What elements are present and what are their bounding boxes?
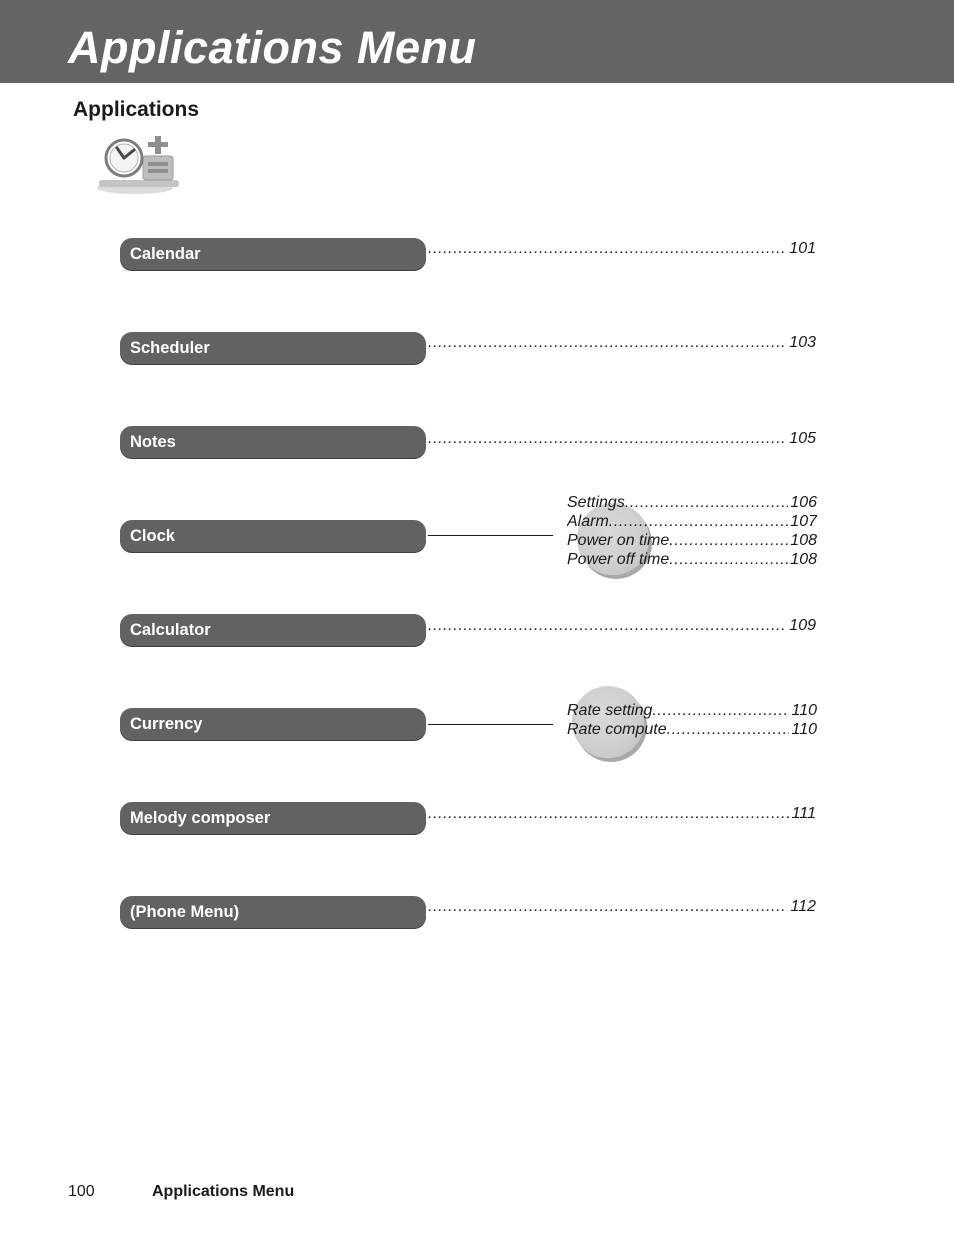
melody-page-number: 111	[791, 805, 816, 822]
footer-page-number: 100	[68, 1183, 95, 1200]
menu-item-melody-composer[interactable]: Melody composer	[120, 802, 426, 834]
menu-item-currency[interactable]: Currency	[120, 708, 426, 740]
dot-leader	[609, 513, 789, 531]
calendar-page-leader	[428, 240, 816, 258]
menu-item-calendar[interactable]: Calendar	[120, 238, 426, 270]
dot-leader	[652, 702, 789, 720]
notes-page-number: 105	[789, 430, 816, 447]
submenu-label: Rate compute	[567, 721, 667, 738]
section-heading: Applications	[73, 98, 200, 121]
submenu-label: Power off time	[567, 551, 670, 568]
submenu-page-number: 107	[790, 513, 817, 530]
scheduler-page-leader	[428, 334, 816, 352]
submenu-label: Rate setting	[567, 702, 653, 719]
footer-title: Applications Menu	[152, 1183, 295, 1200]
submenu-item[interactable]	[567, 493, 817, 512]
menu-item-phone-menu[interactable]: (Phone Menu)	[120, 896, 426, 928]
dot-leader	[428, 617, 786, 635]
dot-leader	[669, 551, 788, 569]
clock-calculator-icon	[95, 136, 183, 198]
clock-connector-line	[428, 535, 553, 536]
dot-leader	[428, 805, 789, 823]
currency-connector-line	[428, 724, 553, 725]
submenu-page-number: 110	[791, 721, 817, 738]
dot-leader	[428, 898, 787, 916]
calendar-page-number: 101	[789, 240, 816, 257]
menu-item-calculator[interactable]: Calculator	[120, 614, 426, 646]
notes-page-leader	[428, 430, 816, 448]
phone-menu-page-leader	[428, 898, 816, 916]
submenu-item[interactable]	[567, 531, 817, 550]
dot-leader	[428, 334, 786, 352]
menu-item-clock[interactable]: Clock	[120, 520, 426, 552]
dot-leader	[667, 721, 790, 739]
dot-leader	[625, 494, 788, 512]
submenu-label: Alarm	[567, 513, 609, 530]
melody-page-leader	[428, 805, 816, 823]
dot-leader	[669, 532, 788, 550]
calculator-page-number: 109	[789, 617, 816, 634]
scheduler-page-number: 103	[789, 334, 816, 351]
submenu-label: Settings	[567, 494, 625, 511]
phone-menu-page-number: 112	[790, 898, 816, 915]
currency-submenu	[567, 701, 817, 739]
menu-item-notes[interactable]: Notes	[120, 426, 426, 458]
menu-item-scheduler[interactable]: Scheduler	[120, 332, 426, 364]
submenu-item[interactable]	[567, 701, 817, 720]
dot-leader	[428, 240, 786, 258]
submenu-page-number: 108	[790, 551, 817, 568]
submenu-item[interactable]	[567, 720, 817, 739]
submenu-item[interactable]	[567, 550, 817, 569]
calculator-page-leader	[428, 617, 816, 635]
clock-submenu	[567, 493, 817, 569]
submenu-label: Power on time	[567, 532, 670, 549]
submenu-item[interactable]	[567, 512, 817, 531]
header-bar	[0, 0, 954, 83]
submenu-page-number: 106	[790, 494, 817, 511]
dot-leader	[428, 430, 786, 448]
submenu-page-number: 110	[791, 702, 817, 719]
page-title: Applications Menu	[68, 22, 477, 73]
submenu-page-number: 108	[790, 532, 817, 549]
